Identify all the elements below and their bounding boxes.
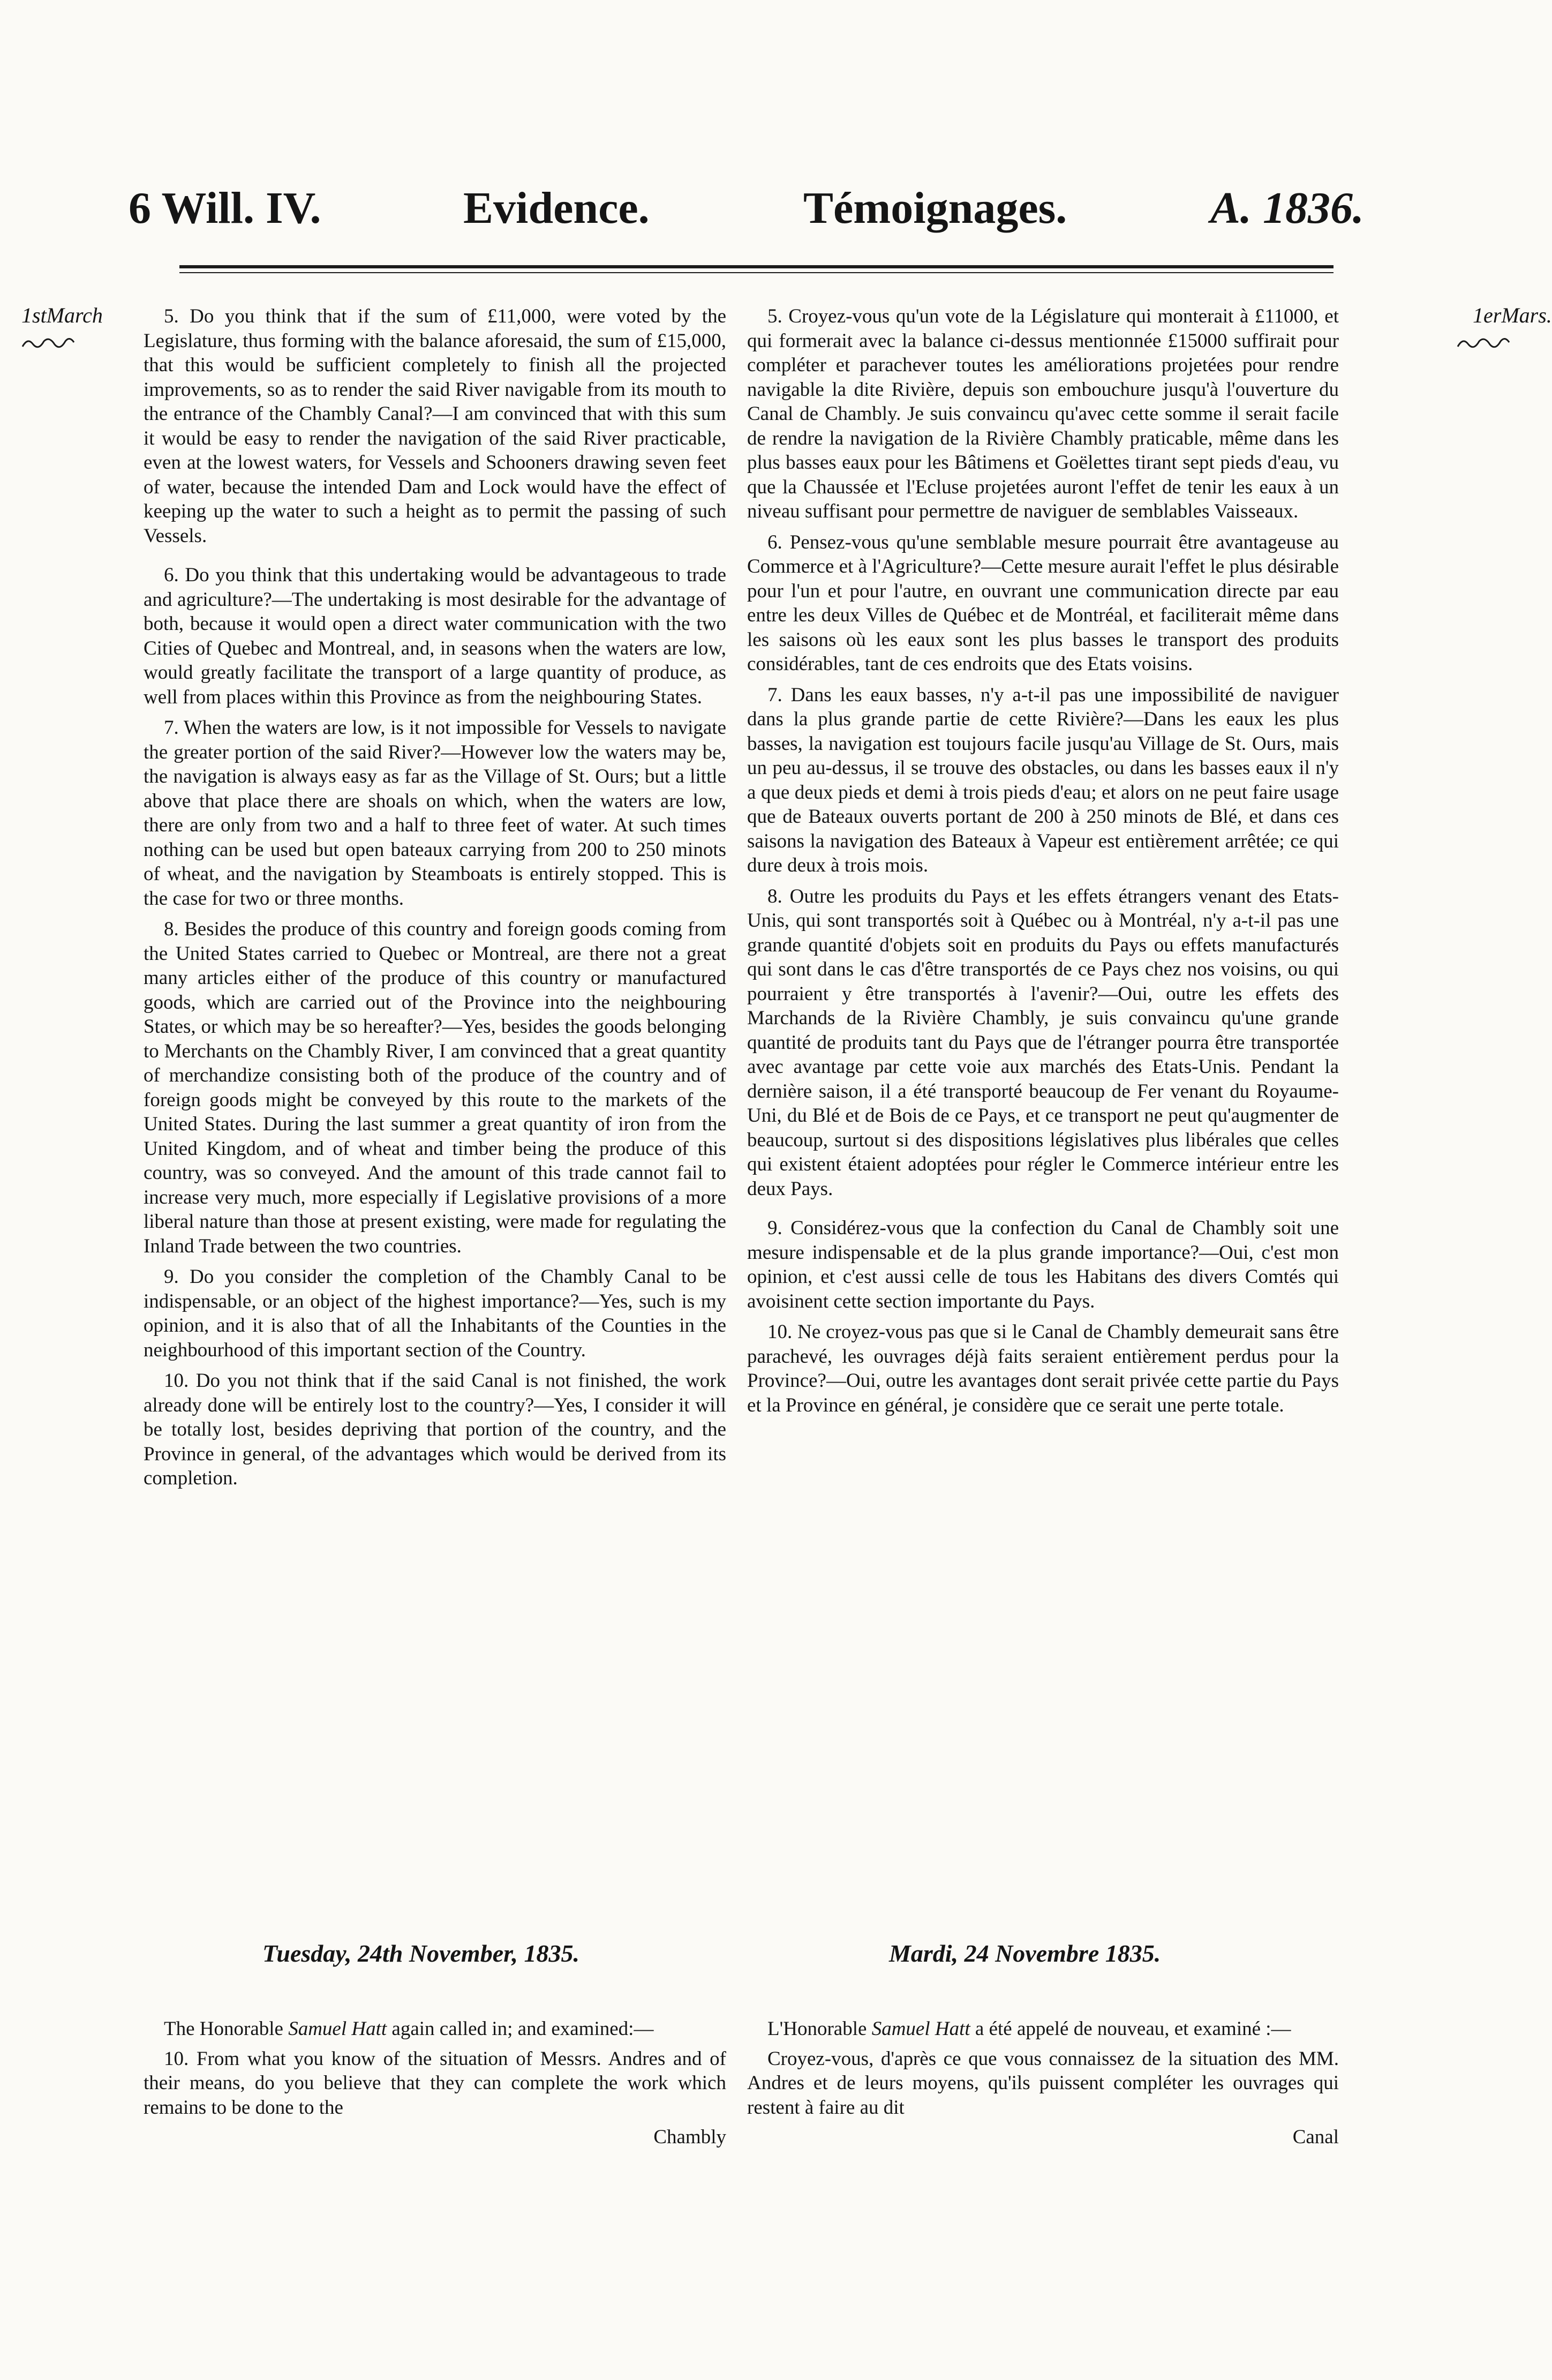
question-5-en: 5. Do you think that if the sum of £11,000, were voted by the Legislature, thus forming with the balance aforesaid, the sum of £15,000, that this would be sufficient completely to finish all the projected improvements, so as to render the said River navigable from its mouth to the entrance of the Chambly Canal?—I am convinced that with this sum it would be easy to render the navigation of the said River practicable, even at the lowest waters, for Vessels and Schooners drawing seven feet of water, because the intended Dam and Lock would have the effect of keeping up the water to such a height as to permit the passing of such Vessels.: [144, 305, 726, 547]
question-9-en: 9. Do you consider the completion of the Chambly Canal to be indispensable, or an object of the highest importance?—Yes, such is my opinion, and it is also that of all the Inhabitants of the Counties in the neighbourhood of this important section of the Country.: [144, 1266, 726, 1361]
intro-pre-en: The Honorable: [164, 2018, 289, 2040]
witness-intro-en: [144, 2017, 726, 2041]
catchword-fr: Canal: [1292, 2126, 1339, 2148]
session-date-en: Tuesday, 24th November, 1835.: [262, 1940, 579, 1967]
margin-date-left: 1stMarch: [21, 303, 103, 327]
witness-intro-fr: [747, 2017, 1339, 2041]
question-9-fr: 9. Considérez-vous que la confection du Canal de Chambly soit une mesure indispensable et de la plus grande importance?—Oui, c'est mon opinion, et c'est aussi celle de tous les Habitans des divers Comtés qui avoisinent cette section importante du Pays.: [747, 1217, 1339, 1312]
question-8-fr: 8. Outre les produits du Pays et les effets étrangers venant des Etats-Unis, qui sont transportés soit à Québec ou à Montréal, n'y a-t-il pas une grande quantité d'objets soit en produits du Pays ou effets manufacturés qui sont dans le cas d'être transportés de ce Pays chez nos voisins, ou qui pourraient y être transportés à l'avenir?—Oui, outre les effets des Marchands de la Rivière Chambly, je suis convaincu qu'une grande quantité de produits tant du Pays que de l'étranger pourra être transportée avec avantage par cette voie aux marchés des Etats-Unis. Pendant la dernière saison, il a été transporté beaucoup de Fer venant du Royaume-Uni, du Blé et de Bois de ce Pays, et ce transport ne peut qu'augmenter de beaucoup, surtout si des dispositions législatives plus libérales que celles qui existent étaient adoptées pour régler le Commerce intérieur entre les deux Pays.: [747, 885, 1339, 1200]
english-column: [144, 304, 726, 1497]
regnal-year: 6 Will. IV.: [129, 183, 321, 233]
page-header: [0, 182, 1531, 252]
question-7-fr: 7. Dans les eaux basses, n'y a-t-il pas une impossibilité de naviguer dans la plus grande partie de cette Rivière?—Dans les eaux les plus basses, la navigation est toujours facile jusqu'au Village de St. Ours, mais un peu au-dessus, il se trouve des obstacles, ou dans les basses eaux il n'y a que deux pieds et demi à trois pieds d'eau; et alors on ne peut faire usage que de Bateaux ouverts portant de 200 à 250 minots de Blé, et dans ces saisons la navigation des Bateaux à Vapeur est entièrement arrêtée; ce qui dure deux à trois mois.: [747, 684, 1339, 876]
english-session-2: [144, 2017, 726, 2150]
catchword-en: Chambly: [653, 2126, 726, 2148]
french-session-2: [747, 2017, 1339, 2150]
session-date-fr: Mardi, 24 Novembre 1835.: [889, 1940, 1161, 1967]
header-temoignages: Témoignages.: [803, 183, 1067, 233]
intro-pre-fr: L'Honorable: [767, 2018, 872, 2040]
question-7-en: 7. When the waters are low, is it not impossible for Vessels to navigate the greater portion of the said River?—However low the waters may be, the navigation is always easy as far as the Village of St. Ours; but a little above that place there are shoals on which, when the waters are low, there are only from two and a half to three feet of water. At such times nothing can be used but open bateaux carrying from 200 to 250 minots of wheat, and the navigation by Steamboats is entirely stopped. This is the case for two or three months.: [144, 717, 726, 910]
french-column: [747, 304, 1339, 1424]
question-5-fr: 5. Croyez-vous qu'un vote de la Législature qui monterait à £11000, et qui formerait avec la balance ci-dessus mentionnée £15000 suffirait pour compléter et parachever toutes les améliorations projetées pour rendre navigable la dite Rivière, depuis son embouchure jusqu'à l'ouverture du Canal de Chambly. Je suis convaincu qu'avec cette somme il serait facile de rendre la navigation de la Rivière Chambly praticable, même dans les plus basses eaux pour les Bâtimens et Goëlettes tirant sept pieds d'eau, vu que la Chaussée et l'Ecluse projetées auront l'effet de tenir les eaux à un niveau suffisant pour permettre de naviguer de semblables Vaisseaux.: [747, 305, 1339, 522]
question-10b-fr: Croyez-vous, d'après ce que vous connaissez de la situation des MM. Andres et de leurs moyens, qu'ils puissent compléter les ouvrages qui restent à faire au dit: [747, 2047, 1339, 2119]
squiggle-ornament-right: [1457, 335, 1510, 351]
header-rule-thin: [179, 272, 1333, 273]
margin-date-right: 1erMars.: [1473, 303, 1552, 327]
witness-name-en: Samuel Hatt: [288, 2018, 387, 2040]
header-evidence: Evidence.: [463, 183, 650, 233]
header-rule-thick: [179, 265, 1333, 268]
squiggle-ornament-left: [21, 335, 75, 351]
question-10-en: 10. Do you not think that if the said Canal is not finished, the work already done will be entirely lost to the country?—Yes, I consider it will be totally lost, besides depriving that portion of the country, and the Province in general, of the advantages which would be derived from its completion.: [144, 1370, 726, 1489]
question-6-en: 6. Do you think that this undertaking would be advantageous to trade and agriculture?—The undertaking is most desirable for the advantage of both, because it would open a direct water communication with the two Cities of Quebec and Montreal, and, in seasons when the waters are low, would greatly facilitate the transport of a large quantity of produce, as well from places within this Province as from the neighbouring States.: [144, 564, 726, 708]
header-year: A. 1836.: [1210, 183, 1365, 233]
question-6-fr: 6. Pensez-vous qu'une semblable mesure pourrait être avantageuse au Commerce et à l'Agriculture?—Cette mesure aurait l'effet le plus désirable pour l'un et pour l'autre, en ouvrant une communication directe par eau entre les deux Villes de Québec et de Montréal, et faciliterait même dans les saisons où les eaux sont les plus basses le transport des produits considérables, tant de ces endroits que des Etats voisins.: [747, 531, 1339, 675]
question-10-fr: 10. Ne croyez-vous pas que si le Canal de Chambly demeurait sans être parachevé, les ouvrages déjà faits seraient entièrement perdus pour la Province?—Oui, outre les avantages dont serait privée cette partie du Pays et la Province en général, je considère que ce serait une perte totale.: [747, 1321, 1339, 1416]
question-10b-en: 10. From what you know of the situation of Messrs. Andres and of their means, do you believe that they can complete the work which remains to be done to the: [144, 2047, 726, 2119]
intro-post-en: again called in; and examined:—: [387, 2018, 654, 2040]
intro-post-fr: a été appelé de nouveau, et examiné :—: [970, 2018, 1291, 2040]
witness-name-fr: Samuel Hatt: [871, 2018, 970, 2040]
question-8-en: 8. Besides the produce of this country and foreign goods coming from the United States carried to Quebec or Montreal, are there not a great many articles either of the produce of this country or manufactured goods, which are carried out of the Province into the neighbouring States, or which may be so hereafter?—Yes, besides the goods belonging to Merchants on the Chambly River, I am convinced that a great quantity of merchandize consisting both of the produce of the country and of foreign goods might be conveyed by this route to the markets of the United States. During the last summer a great quantity of iron from the United Kingdom, and of wheat and timber being the produce of this country, was so conveyed. And the amount of this trade cannot fail to increase very much, more especially if Legislative provisions of a more liberal nature than those at present existing, were made for regulating the Inland Trade between the two countries.: [144, 918, 726, 1257]
